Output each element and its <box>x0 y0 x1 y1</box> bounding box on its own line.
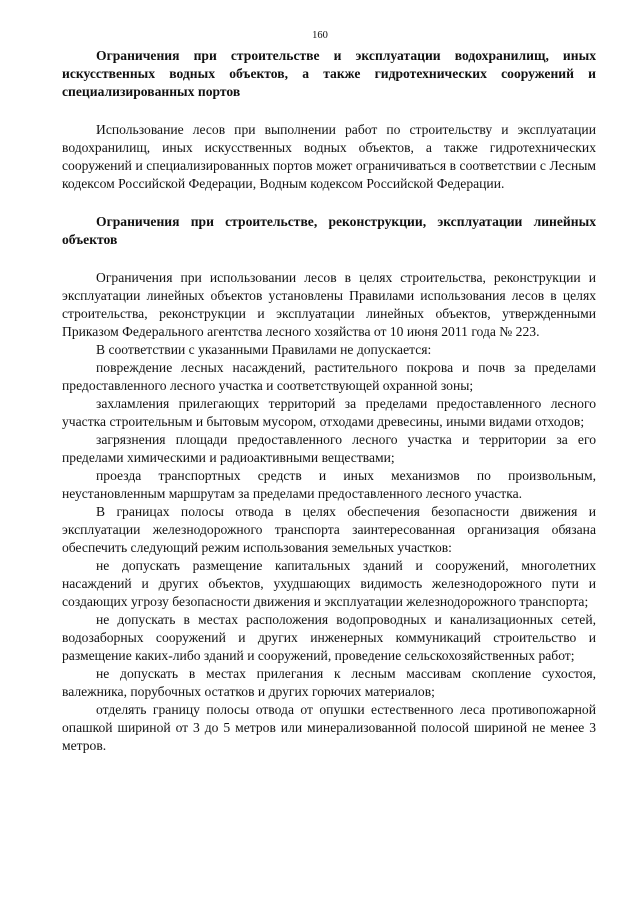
list-item: не допускать размещение капитальных зданий и сооружений, многолетних насаждений и других объектов, ухудшающих видимость железнодорожного пути и создающих угрозу безопасности движения и эксплуатации железнодорожного транспорта; <box>62 558 596 609</box>
page-number: 160 <box>312 30 328 41</box>
paragraph: В соответствии с указанными Правилами не допускается: <box>96 342 432 357</box>
list-item: не допускать в местах расположения водопроводных и канализационных сетей, водозаборных сооружений и других инженерных коммуникаций строительство и размещение каких-либо зданий и сооружений, проведение сельскохозяйственных работ; <box>62 612 596 663</box>
list-item: повреждение лесных насаждений, растительного покрова и почв за пределами предоставленного лесного участка и соответствующей охранной зоны; <box>62 360 596 393</box>
section-heading-linear-objects: Ограничения при строительстве, реконструкции, эксплуатации линейных объектов <box>62 214 596 247</box>
list-item: захламления прилегающих территорий за пределами предоставленного лесного участка строительным и бытовым мусором, отходами древесины, иными видами отходов; <box>62 396 596 429</box>
paragraph: Ограничения при использовании лесов в целях строительства, реконструкции и эксплуатации линейных объектов установлены Правилами использования лесов в целях строительства, реконструкции и эксплуатации линейных объектов, утвержденными Приказом Федерального агентства лесного хозяйства от 10 июня 2011 года № 223. <box>62 270 596 339</box>
list-item: проезда транспортных средств и иных механизмов по произвольным, неустановленным маршрутам за пределами предоставленного лесного участка. <box>62 468 596 501</box>
section-heading-reservoirs: Ограничения при строительстве и эксплуатации водохранилищ, иных искусственных водных объектов, а также гидротехнических сооружений и специализированных портов <box>62 48 596 99</box>
list-item: отделять границу полосы отвода от опушки естественного леса противопожарной опашкой шириной от 3 до 5 метров или минерализованной полосой шириной не менее 3 метров. <box>62 702 596 753</box>
list-item: не допускать в местах прилегания к лесным массивам скопление сухостоя, валежника, порубочных остатков и других горючих материалов; <box>62 666 596 699</box>
list-item: загрязнения площади предоставленного лесного участка и территории за его пределами химическими и радиоактивными веществами; <box>62 432 596 465</box>
paragraph: Использование лесов при выполнении работ по строительству и эксплуатации водохранилищ, иных искусственных водных объектов, а также гидротехнических сооружений и специализированных портов может ограничиваться в соответствии с Лесным кодексом Российской Федерации, Водным кодексом Российской Федерации. <box>62 122 596 191</box>
paragraph: В границах полосы отвода в целях обеспечения безопасности движения и эксплуатации железнодорожного транспорта заинтересованная организация обязана обеспечить следующий режим использования земельных участков: <box>62 504 596 555</box>
document-body <box>62 47 596 755</box>
